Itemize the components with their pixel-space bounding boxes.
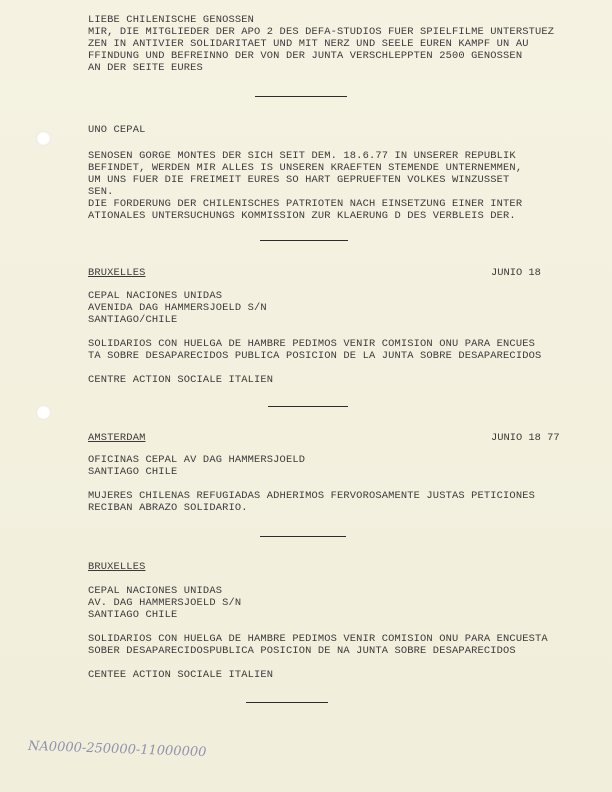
text-line: SOLIDARIOS CON HUELGA DE HAMBRE PEDIMOS VENIR COMISION ONU PARA ENCUESTA (88, 633, 548, 645)
divider-rule (268, 406, 348, 407)
text-line: ZEN IN ANTIVIER SOLIDARITAET UND MIT NERZ UND SEELE EUREN KAMPF UN AU (88, 38, 529, 50)
text-line: SOBER DESAPARECIDOSPUBLICA POSICION DE NA JUNTA SOBRE DESAPARECIDOS (88, 645, 516, 657)
section-heading: BRUXELLES (88, 561, 146, 573)
divider-rule (246, 702, 328, 703)
text-line: BEFINDET, WERDEN MIR ALLES IS UNSEREN KRAEFTEN STEMENDE UNTERNEMMEN, (88, 162, 523, 174)
address-line: AVENIDA DAG HAMMERSJOELD S/N (88, 302, 267, 314)
divider-rule (260, 536, 346, 537)
date-label: JUNIO 18 77 (491, 432, 560, 444)
text-line: SOLIDARIOS CON HUELGA DE HAMBRE PEDIMOS VENIR COMISION ONU PARA ENCUES (88, 338, 535, 350)
punch-hole (36, 131, 51, 146)
address-line: CEPAL NACIONES UNIDAS (88, 585, 223, 597)
divider-rule (255, 96, 347, 97)
section-heading: AMSTERDAM (88, 432, 146, 444)
section-heading: BRUXELLES (88, 267, 146, 279)
punch-hole (36, 405, 51, 420)
text-line: SENOSEN GORGE MONTES DER SICH SEIT DEM. 18.6.77 IN UNSERER REPUBLIK (88, 150, 516, 162)
address-line: SANTIAGO/CHILE (88, 314, 178, 326)
section-heading: UNO CEPAL (88, 124, 146, 136)
date-label: JUNIO 18 (491, 267, 541, 279)
signature-line: CENTEE ACTION SOCIALE ITALIEN (88, 669, 274, 681)
text-line: DIE FORDERUNG DER CHILENISCHES PATRIOTEN NACH EINSETZUNG EINER INTER (88, 198, 523, 210)
text-line: TA SOBRE DESAPARECIDOS PUBLICA POSICION DE LA JUNTA SOBRE DESAPARECIDOS (88, 350, 542, 362)
text-line: FFINDUNG UND BEFREINNO DER VON DER JUNTA VERSCHLEPPTEN 2500 GENOSSEN (88, 50, 523, 62)
address-line: AV. DAG HAMMERSJOELD S/N (88, 597, 242, 609)
text-line: SEN. (88, 186, 114, 198)
text-line: RECIBAN ABRAZO SOLIDARIO. (88, 502, 248, 514)
signature-line: CENTRE ACTION SOCIALE ITALIEN (88, 374, 274, 386)
text-line: MIR, DIE MITGLIEDER DER APO 2 DES DEFA-STUDIOS FUER SPIELFILME UNTERSTUEZ (88, 26, 555, 38)
address-line: SANTIAGO CHILE (88, 466, 178, 478)
divider-rule (260, 240, 348, 241)
address-line: SANTIAGO CHILE (88, 609, 178, 621)
handwritten-annotation: NA0000-250000-11000000 (27, 738, 207, 761)
text-line: AN DER SEITE EURES (88, 62, 203, 74)
text-line: LIEBE CHILENISCHE GENOSSEN (88, 14, 255, 26)
address-line: OFICINAS CEPAL AV DAG HAMMERSJOELD (88, 454, 306, 466)
text-line: MUJERES CHILENAS REFUGIADAS ADHERIMOS FERVOROSAMENTE JUSTAS PETICIONES (88, 490, 535, 502)
text-line: UM UNS FUER DIE FREIMEIT EURES SO HART GEPRUEFTEN VOLKES WINZUSSET (88, 174, 510, 186)
text-line: ATIONALES UNTERSUCHUNGS KOMMISSION ZUR KLAERUNG D DES VERBLEIS DER. (88, 210, 516, 222)
address-line: CEPAL NACIONES UNIDAS (88, 290, 223, 302)
